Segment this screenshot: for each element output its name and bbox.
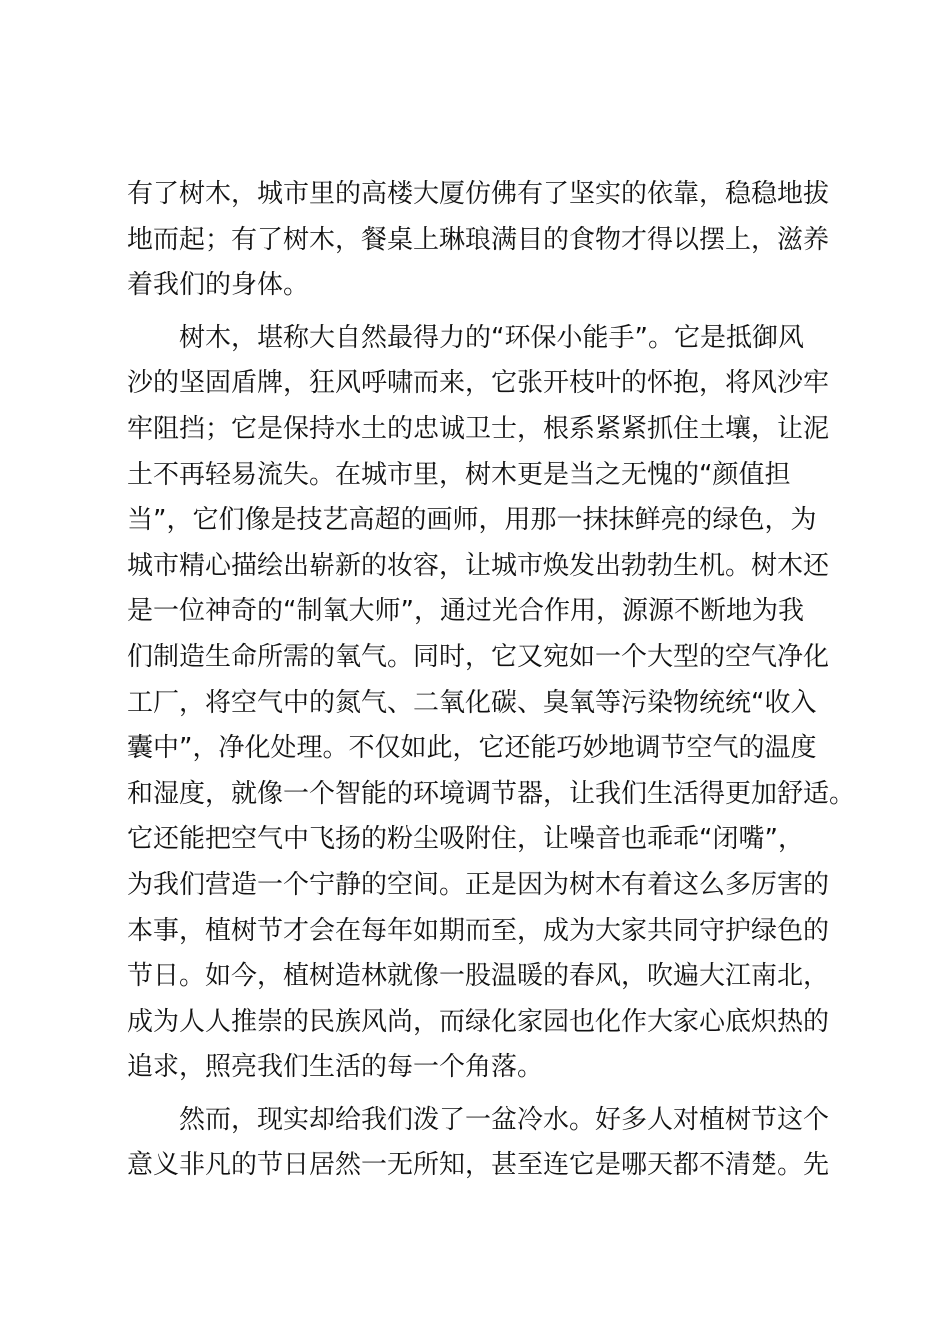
paragraph-spacer (127, 309, 847, 316)
text-line: 然而，现实却给我们泼了一盆冷水。好多人对植树节这个 (127, 1104, 830, 1135)
paragraph-2 (127, 316, 856, 1091)
text-line: 是一位神奇的“制氧大师”，通过光合作用，源源不断地为我 (127, 596, 804, 627)
text-line: 囊中”，净化处理。不仅如此，它还能巧妙地调节空气的温度 (127, 733, 817, 764)
text-line: 成为人人推崇的民族风尚，而绿化家园也化作大家心底炽热的 (127, 1006, 830, 1037)
text-line: 它还能把空气中飞扬的粉尘吸附住，让噪音也乖乖“闭嘴”， (127, 824, 804, 855)
text-line: 和湿度，就像一个智能的环境调节器，让我们生活得更加舒适。 (127, 778, 856, 809)
text-line: 当”，它们像是技艺高超的画师，用那一抹抹鲜亮的绿色，为 (127, 505, 817, 536)
body-text (127, 172, 856, 1189)
paragraph-spacer (127, 1091, 847, 1098)
paragraph-1 (127, 172, 847, 309)
text-line: 本事，植树节才会在每年如期而至，成为大家共同守护绿色的 (127, 915, 830, 946)
text-line: 沙的坚固盾牌，狂风呼啸而来，它张开枝叶的怀抱，将风沙牢 (127, 368, 830, 399)
text-line: 为我们营造一个宁静的空间。正是因为树木有着这么多厉害的 (127, 869, 830, 900)
text-line: 们制造生命所需的氧气。同时，它又宛如一个大型的空气净化 (127, 641, 830, 672)
text-line: 树木，堪称大自然最得力的“环保小能手”。它是抵御风 (127, 322, 804, 353)
text-line: 地而起；有了树木，餐桌上琳琅满目的食物才得以摆上，滋养 (127, 224, 830, 255)
text-line: 节日。如今，植树造林就像一股温暖的春风，吹遍大江南北， (127, 961, 830, 992)
text-line: 土不再轻易流失。在城市里，树木更是当之无愧的“颜值担 (127, 459, 791, 490)
paragraph-3 (127, 1098, 847, 1189)
text-line: 有了树木，城市里的高楼大厦仿佛有了坚实的依靠，稳稳地拔 (127, 179, 830, 209)
text-line: 着我们的身体。 (127, 270, 310, 301)
text-line: 工厂，将空气中的氮气、二氧化碳、臭氧等污染物统统“收入 (127, 687, 817, 718)
text-line: 城市精心描绘出崭新的妆容，让城市焕发出勃勃生机。树木还 (127, 550, 830, 581)
text-line: 牢阻挡；它是保持水土的忠诚卫士，根系紧紧抓住土壤，让泥 (127, 413, 830, 444)
text-line: 意义非凡的节日居然一无所知，甚至连它是哪天都不清楚。先 (127, 1150, 830, 1181)
text-line: 追求，照亮我们生活的每一个角落。 (127, 1052, 544, 1083)
